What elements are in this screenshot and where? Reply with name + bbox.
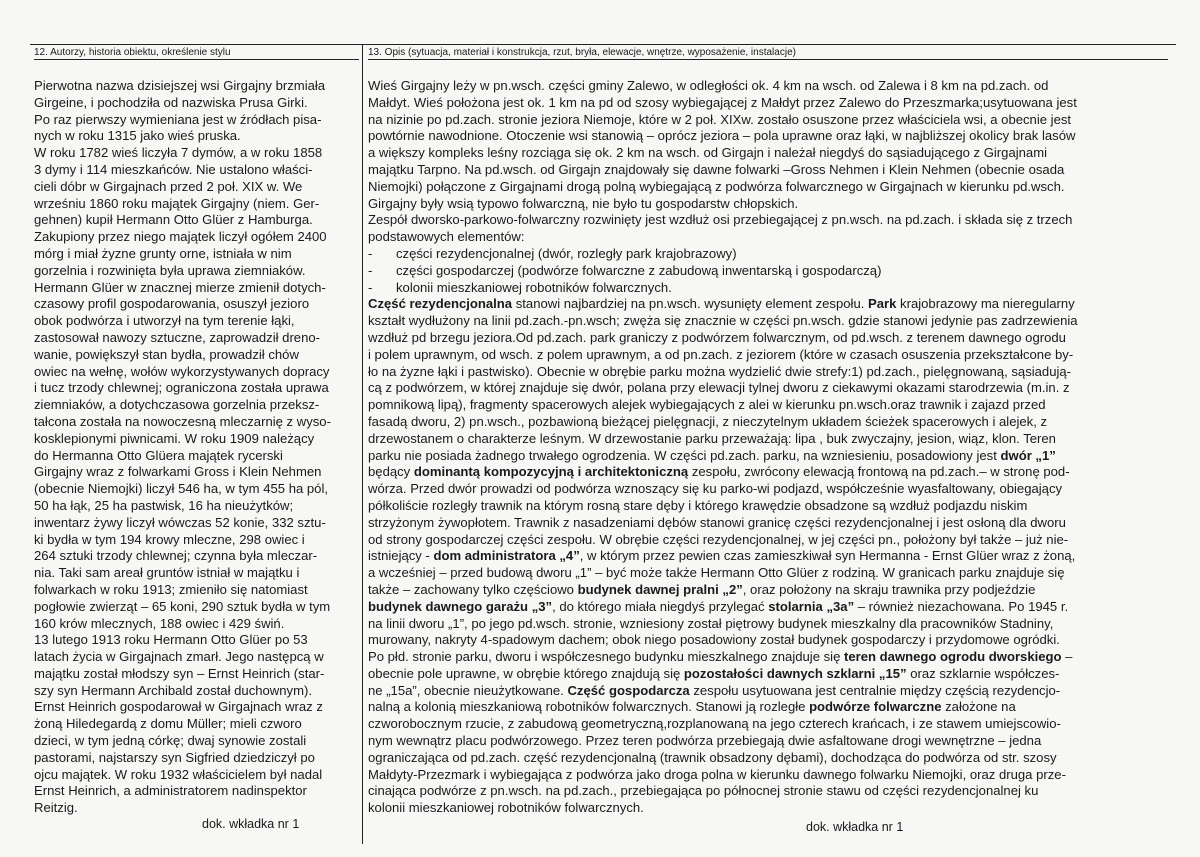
description-text-line <box>368 212 1174 229</box>
description-text-line <box>368 145 1174 162</box>
text-segment: nym wewnątrz placu podwórzowego. Przez teren podwórza przebiegają dwie asfaltowane drogi wewnętrzne – jedna <box>368 733 1042 749</box>
history-text-line: szy syn Hermann Archibald został duchownym). <box>34 682 312 698</box>
bold-term: budynek dawnego garażu „3” <box>368 598 553 614</box>
text-segment: oraz szklarnie współczes- <box>906 665 1060 681</box>
text-segment: kształt wydłużony na linii pd.zach.-pn.wsch; zwęża się znacznie w części pn.wsch. gdzie stanowi jedynie pas zadrzewienia <box>368 313 1078 329</box>
history-text-line: wanie, powiększył stan bydła, prowadził chów <box>34 346 299 362</box>
text-segment: nalną a kolonią mieszkaniową robotników folwarcznych. Stanowi ją rozległe <box>368 699 810 715</box>
text-segment: , oraz położony na skraju trawnika przy podjeździe <box>742 581 1036 597</box>
bold-term: Część rezydencjonalna <box>368 296 513 312</box>
text-segment: wórza. Przed dwór prowadzi od podwórza wznoszący się ku parko-wi podjazd, współcześnie wyasfaltowany, obiegający <box>368 481 1063 497</box>
text-segment: zespołu, zwrócony elewacją frontową na pd.zach.– w stronę pod- <box>688 464 1070 480</box>
text-segment: fasadą dworu, 2) pn.wsch., pozbawioną bieżącej pielęgnacji, z nieczytelnym układem ścieżek spacerowych i alejek, z <box>368 413 1048 429</box>
description-text-line <box>368 397 1174 414</box>
description-text-line <box>368 582 1174 599</box>
text-segment: parku nie posiada żadnego trwałego ogrodzenia. W części pd.zach. parku, na wzniesieniu, posadowiony jest <box>368 447 1001 463</box>
description-text-line <box>368 128 1174 145</box>
description-text-line <box>368 733 1174 750</box>
text-segment: powtórnie nawodnione. Otoczenie wsi stanowią – oprócz jeziora – pola uprawne oraz łąki, w najbliższej okolicy brak lasów <box>368 128 1076 144</box>
text-segment: Girgajny były wsią typowo folwarczną, nie było tu gospodarstw chłopskich. <box>368 195 799 211</box>
text-segment: Małdyty-Przezmark i wybiegająca z podwórza jako droga polna w kierunku dawnego folwarku Niemojki, oraz druga prze- <box>368 766 1066 782</box>
text-segment: a większy kompleks leśny rozciąga się ok. 2 km na wsch. od Girgajn i należał niegdyś do sąsiadującego z Girgajnami <box>368 145 1048 161</box>
text-segment: zespołu usytuowana jest centralnie między częścią rezydencjo- <box>689 682 1061 698</box>
bold-term: pozostałości dawnych szklarni „15” <box>683 665 907 681</box>
history-text-line: W roku 1782 wieś liczyła 7 dymów, a w roku 1858 <box>34 145 323 161</box>
text-segment: murowany, nakryty 4-spadowym dachem; obok niego posadowiony został budynek gospodarczy i przydomowe ogródki. <box>368 632 1060 648</box>
description-text-line <box>368 683 1174 700</box>
text-segment: krajobrazowy ma nieregularny <box>896 296 1075 312</box>
text-segment: założone na <box>941 699 1016 715</box>
description-text-line <box>368 380 1174 397</box>
history-text-line: 160 krów mlecznych, 188 owiec i 429 świń. <box>34 615 285 631</box>
description-text-line <box>368 78 1174 95</box>
description-text-column <box>368 78 1174 830</box>
description-text-line <box>368 263 1174 280</box>
description-text-line <box>368 750 1174 767</box>
description-text-line <box>368 548 1174 565</box>
history-text-line: 264 sztuki trzody chlewnej; czynna była mleczar- <box>34 548 318 564</box>
description-text-line <box>368 196 1174 213</box>
text-segment: Po płd. stronie parku, dworu i współczesnego budynku mieszkalnego znajduje się <box>368 649 845 665</box>
description-text-line <box>368 179 1174 196</box>
history-text-line: ki bydła w tym 194 krowy mleczne, 298 owiec i <box>34 531 305 547</box>
history-text-line: Ernst Heinrich, a administratorem nadinspektor <box>34 783 307 799</box>
history-text-line: nia. Taki sam areał gruntów istniał w majątku i <box>34 565 300 581</box>
description-text-line <box>368 532 1174 549</box>
history-text-line: 3 dymy i 114 mieszkańców. Nie ustalono właści- <box>34 161 313 177</box>
description-text-line <box>368 699 1174 716</box>
description-text-line <box>368 347 1174 364</box>
history-text-line: pogłowie zwierząt – 65 koni, 290 sztuk bydła w tym <box>34 598 331 614</box>
column-divider <box>362 44 363 844</box>
list-bullet: - <box>368 262 373 278</box>
list-bullet: - <box>368 245 373 261</box>
history-text-line: dzieci, w tym jedną córkę; dwaj synowie zostali <box>34 733 307 749</box>
text-segment: – również niezachowana. Po 1945 r. <box>854 598 1069 614</box>
description-text-line <box>368 229 1174 246</box>
description-text-line <box>368 616 1174 633</box>
bold-term: dom administratora „4” <box>433 548 580 564</box>
text-segment: pomnikową lipą), fragmenty spacerowych alejek wybiegających z alei w kierunku pn.wsch.oraz trawnik i zajazd przed <box>368 397 1046 413</box>
description-text-line <box>368 364 1174 381</box>
text-segment: , w którym przez pewien czas zamieszkiwał syn Hermanna - Ernst Glüer wraz z żoną, <box>579 548 1076 564</box>
text-segment: istniejący - <box>368 548 434 564</box>
description-text-line <box>368 599 1174 616</box>
text-segment: i polem uprawnym, od wsch. z polem uprawnym, a od pn.zach. z jeziorem (które w czasach osuszenia przekształcone by- <box>368 346 1074 362</box>
description-text-line <box>368 330 1174 347</box>
history-text-line: i tucz trzody chlewnej; ograniczona została uprawa <box>34 380 329 396</box>
right-footer-note: dok. wkładka nr 1 <box>806 820 904 834</box>
description-text-line <box>368 95 1174 112</box>
text-segment: stanowi najbardziej na pn.wsch. wysunięty element zespołu. <box>512 296 868 312</box>
text-segment: wzdłuż pd brzegu jeziora.Od pd.zach. park graniczy z podwórzem folwarcznym, od pd.wsch. z terenem dawnego ogrodu <box>368 329 1066 345</box>
description-text-line <box>368 464 1174 481</box>
history-text-line: latach życia w Girgajnach zmarł. Jego następcą w <box>34 649 324 665</box>
history-text-line: żoną Hiledegardą z domu Müller; mieli czworo <box>34 716 302 732</box>
text-segment: na linii dworu „1”, po jego pd.wsch. stronie, wzniesiony został piętrowy budynek mieszkalny dla pracowników Stadniny, <box>368 615 1054 631</box>
text-segment: drzewostanem o charakterze leśnym. W drzewostanie parku przeważają: lipa , buk zwyczajny, jesion, wiąz, klon. Teren <box>368 430 1056 446</box>
text-segment: będący <box>368 464 414 480</box>
text-segment: cą z podwórzem, w której znajduje się dwór, polana przy elewacji tylnej dworu z ciekawymi okazami starodrzewia (m.in. z <box>368 380 1070 396</box>
history-text-line: kosklepionymi piwnicami. W roku 1909 należący <box>34 430 315 446</box>
text-segment: kolonii mieszkaniowej robotników folwarcznych. <box>396 279 672 295</box>
text-segment: ne „15a”, obecnie nieużytkowane. <box>368 682 568 698</box>
history-text-line: owiec na wełnę, wołów wykorzystywanych dopracy <box>34 363 330 379</box>
history-text-line: wrześniu 1860 roku majątek Girgajny (niem. Ger- <box>34 195 320 211</box>
description-text-line <box>368 515 1174 532</box>
history-text-line: pastorami, najstarszy syn Sigfried dziedziczył po <box>34 749 315 765</box>
description-text-line <box>368 565 1174 582</box>
text-segment: podstawowych elementów: <box>368 229 525 245</box>
text-segment: ograniczająca od pd.zach. część rezydencjonalną (trawnik obsadzony dębami), dochodząca do podwórza od str. szosy <box>368 749 1057 765</box>
description-text-line <box>368 800 1174 817</box>
text-segment: obecnie pole uprawne, w obrębie którego znajdują się <box>368 665 684 681</box>
text-segment: majątku Tarpno. Na pd.wsch. od Girgajn znajdowały się dawne folwarki –Gross Nehmen i Klein Nehmen (obecnie osada <box>368 161 1065 177</box>
text-segment: strzyżonym żywopłotem. Trawnik z nasadzeniami dębów stanowi granicę części rezydencjonalnej i jest osłoną dla dworu <box>368 514 1066 530</box>
description-text-line <box>368 498 1174 515</box>
history-text-line: majątku został młodszy syn – Ernst Heinrich (star- <box>34 665 325 681</box>
bold-term: Część gospodarcza <box>567 682 690 698</box>
text-segment: części rezydencjonalnej (dwór, rozległy park krajobrazowy) <box>396 245 737 261</box>
section-13-header: 13. Opis (sytuacja, materiał i konstrukcja, rzut, bryła, elewacje, wnętrze, wyposażenie, instalacje) <box>368 47 1168 60</box>
description-text-line <box>368 716 1174 733</box>
text-segment: także – zachowany tylko częściowo <box>368 581 578 597</box>
description-text-line <box>368 280 1174 297</box>
bold-term: dwór „1” <box>1000 447 1056 463</box>
text-segment: cinająca podwórze z pn.wsch. na pd.zach., przebiegająca po północnej stronie stawu od części rezydencjonalnej ku <box>368 783 1039 799</box>
description-text-line <box>368 783 1174 800</box>
text-segment: czworobocznym rzucie, z zabudową geometryczną,rozplanowaną na jego czterech krańcach, i ze stawem umiejscowio- <box>368 716 1061 732</box>
description-text-line <box>368 431 1174 448</box>
history-text-line: nych w roku 1315 jako wieś pruska. <box>34 128 241 144</box>
history-text-line: 50 ha łąk, 25 ha pastwisk, 16 ha nieużytków; <box>34 497 294 513</box>
history-text-line: Zakupiony przez niego majątek liczył ogółem 2400 <box>34 229 327 245</box>
list-bullet: - <box>368 279 373 295</box>
history-text-line: Ernst Heinrich gospodarował w Girgajnach wraz z <box>34 699 323 715</box>
history-text-line: zastosował nawozy sztuczne, zaprowadził dreno- <box>34 329 321 345</box>
text-segment: a wcześniej – przed budową dworu „1” – być może także Hermann Otto Glüer z rodziną. W granicach parku znajduje się <box>368 565 1065 581</box>
history-text-column <box>34 78 359 830</box>
text-segment: części gospodarczej (podwórze folwarczne z zabudową inwentarską i gospodarczą) <box>396 262 882 278</box>
description-text-line <box>368 666 1174 683</box>
description-text-line <box>368 313 1174 330</box>
text-segment: kolonii mieszkaniowej robotników folwarcznych. <box>368 800 644 816</box>
bold-term: budynek dawnej pralni „2” <box>577 581 743 597</box>
text-segment: Wieś Girgajny leży w pn.wsch. części gminy Zalewo, w odległości ok. 4 km na wsch. od Zalewa i 8 km na pd.zach. od <box>368 78 1049 93</box>
description-text-line <box>368 246 1174 263</box>
text-segment: od strony gospodarczej części zespołu. W obrębie części rezydencjonalnej, w jej części pn., położony był także – już nie- <box>368 531 1069 547</box>
description-text-line <box>368 632 1174 649</box>
text-segment: półkoliście rozległy trawnik na którym rosną stare dęby i którego krawędzie obsadzone są wzdłuż podjazdu niskim <box>368 497 1028 513</box>
text-segment: Niemojki) połączone z Girgajnami drogą polną wybiegającą z podwórza folwarcznego w Girgajnach w kierunku pd.wsch. <box>368 178 1065 194</box>
history-text-line: czasowy profil gospodarowania, osuszył jezioro <box>34 296 310 312</box>
history-text-line: do Hermanna Otto Glüera majątek rycerski <box>34 447 283 463</box>
history-text-line: cieli dóbr w Girgajnach przed 2 poł. XIX w. We <box>34 178 303 194</box>
history-text-line: ziemniaków, a dotychczasowa gorzelnia przeksz- <box>34 397 320 413</box>
description-text-line <box>368 112 1174 129</box>
history-text-line: folwarkach w roku 1913; zmieniło się natomiast <box>34 581 308 597</box>
text-segment: Małdyt. Wieś położona jest ok. 1 km na pd od szosy wybiegającej z Małdyt przez Zalewo do Przeszmarka;usytuowana jest <box>368 94 1077 110</box>
history-text-line: Girgajny wraz z folwarkami Gross i Klein Nehmen <box>34 464 322 480</box>
history-text-line: (obecnie Niemojki) liczył 546 ha, w tym 455 ha pól, <box>34 481 329 497</box>
history-text-line: tałcona została na nowoczesną mleczarnię z wyso- <box>34 413 331 429</box>
description-text-line <box>368 414 1174 431</box>
bold-term: stolarnia „3a” <box>768 598 855 614</box>
history-text-line: mórg i miał żyzne grunty orne, istniała w nim <box>34 245 292 261</box>
history-text-line: Hermann Glüer w znacznej mierze zmienił dotych- <box>34 279 326 295</box>
bold-term: teren dawnego ogrodu dworskiego <box>844 649 1062 665</box>
description-text-line <box>368 649 1174 666</box>
text-segment: Zespół dworsko-parkowo-folwarczny rozwinięty jest wzdłuż osi przebiegającej z pn.wsch. na pd.zach. i składa się z trzech <box>368 212 1073 228</box>
section-12-header: 12. Autorzy, historia obiektu, określenie stylu <box>34 47 359 60</box>
description-text-line <box>368 448 1174 465</box>
description-text-line <box>368 767 1174 784</box>
history-text-line: ojcu majątek. W roku 1932 właścicielem był nadal <box>34 766 323 782</box>
text-segment: – <box>1061 649 1073 665</box>
bold-term: dominantą kompozycyjną i architektoniczną <box>413 464 689 480</box>
history-text-line: gehnen) kupił Hermann Otto Glüer z Hamburga. <box>34 212 313 228</box>
history-text-line: gorzelnia i rozwinięta była uprawa ziemniaków. <box>34 262 306 278</box>
text-segment: , do którego miała niegdyś przylegać <box>552 598 769 614</box>
description-text-line <box>368 296 1174 313</box>
description-text-line <box>368 162 1174 179</box>
history-text-line: inwentarz żywy liczył wówczas 52 konie, 332 sztu- <box>34 514 326 530</box>
text-segment: ło na żyzne łąki i pastwisko). Obecnie w obrębie parku można wydzielić dwie strefy:1) pd.zach., pielęgnowaną, sąsiadują- <box>368 363 1072 379</box>
history-text-line: Po raz pierwszy wymieniana jest w źródłach pisa- <box>34 111 322 127</box>
text-segment: na nizinie po pd.zach. stronie jeziora Niemoje, które w 2 poł. XIXw. zostało osuszone przez właściciela wsi, a obecnie jest <box>368 111 1072 127</box>
history-text-line: Reitzig. <box>34 800 78 816</box>
description-text-line <box>368 481 1174 498</box>
history-text-line: Girgeine, i pochodziła od nazwiska Prusa Girki. <box>34 94 308 110</box>
history-text-line: 13 lutego 1913 roku Hermann Otto Glüer po 53 <box>34 632 308 648</box>
bold-term: podwórze folwarczne <box>809 699 942 715</box>
history-text-line: Pierwotna nazwa dzisiejszej wsi Girgajny brzmiała <box>34 78 326 93</box>
history-text-line: obok podwórza i utworzył na tym terenie łąki, <box>34 313 295 329</box>
bold-term: Park <box>868 296 897 312</box>
left-footer-note: dok. wkładka nr 1 <box>202 817 300 831</box>
